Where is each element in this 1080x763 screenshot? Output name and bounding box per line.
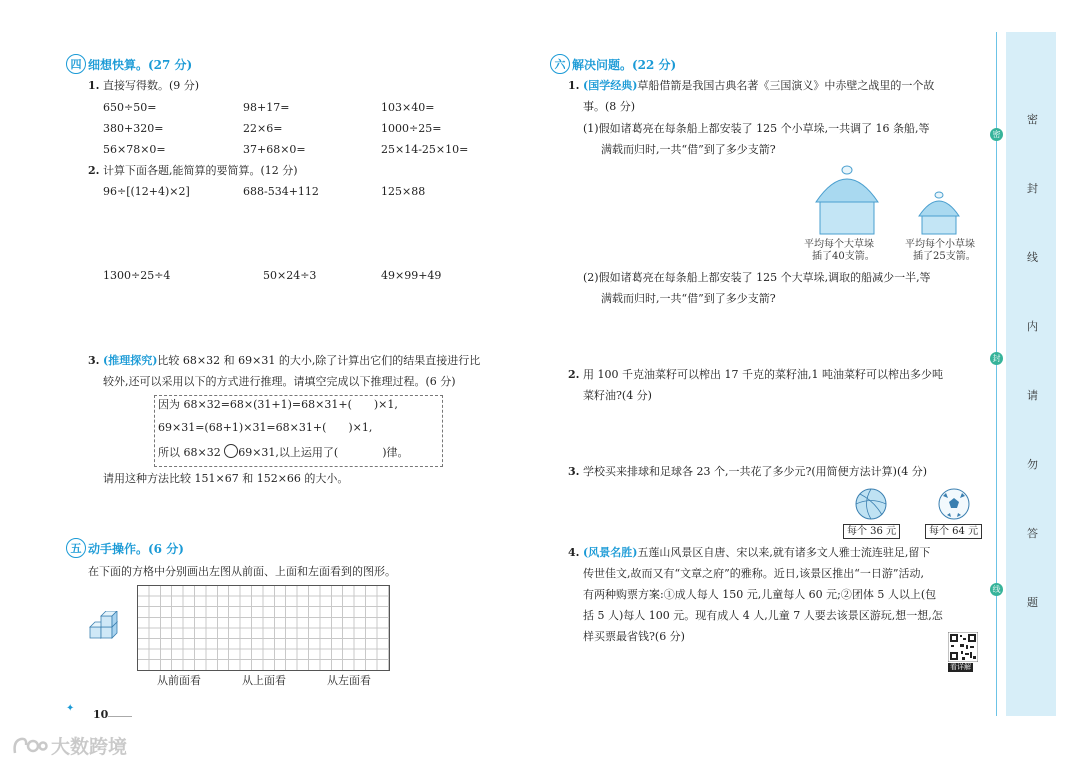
q6-1-text1: 草船借箭是我国古典名著《三国演义》中赤壁之战里的一个故	[637, 79, 935, 92]
q6-2-text1: 用 100 千克油菜籽可以榨出 17 千克的菜籽油,1 吨油菜籽可以榨出多少吨	[582, 368, 943, 381]
q6-1-number: 1.	[568, 79, 580, 92]
reasoning-line-3	[158, 444, 409, 460]
q6-4-text3: 有两种购票方案:①成人每人 150 元,儿童每人 60 元;②团体 5 人以上(包	[583, 588, 937, 601]
big-haystack-caption-1: 平均每个大草垛	[804, 239, 874, 250]
q4-1-number: 1.	[88, 79, 100, 92]
section-6-badge: 六	[550, 54, 570, 74]
small-haystack-caption-2: 插了25支箭。	[913, 251, 976, 262]
small-haystack-icon	[918, 190, 960, 236]
q6-1-tag: (国学经典)	[582, 79, 638, 92]
section-5-title	[66, 538, 184, 558]
q6-4-text4: 括 5 人)每人 100 元。现有成人 4 人,儿童 7 人要去该景区游玩,想一想,怎	[583, 609, 943, 622]
q6-4-text2: 传世佳文,故而又有“文章之府”的雅称。近日,该景区推出“一日游”活动,	[583, 567, 924, 580]
q6-4-tag: (风景名胜)	[582, 546, 638, 559]
q4-3-line1	[88, 354, 480, 368]
sidebar-dot: 密	[990, 128, 1003, 141]
section-6-title-text: 解决问题。(22 分)	[572, 57, 677, 72]
q6-3-line	[568, 465, 927, 479]
big-haystack-icon	[814, 162, 880, 236]
qr-caption: 看详解	[950, 663, 971, 671]
section-5-badge: 五	[66, 538, 86, 558]
calc-item: 22×6=	[243, 122, 283, 135]
q6-2-line1	[568, 368, 943, 382]
q4-3-number: 3.	[88, 354, 100, 367]
view-label-top: 从上面看	[242, 674, 286, 687]
calc-item: 49×99+49	[381, 269, 442, 282]
soccer-ball-price: 每个 64 元	[925, 524, 982, 539]
q4-2-text: 计算下面各题,能简算的要简算。(12 分)	[102, 164, 298, 177]
section-5-title-text: 动手操作。(6 分)	[88, 541, 184, 556]
compare-circle-blank[interactable]	[224, 444, 238, 458]
q6-4-line1	[568, 546, 930, 560]
q6-4-text1: 五莲山风景区自唐、宋以来,就有诸多文人雅士流连驻足,留下	[637, 546, 931, 559]
volleyball-icon	[854, 487, 888, 521]
sidebar-char: 线	[1027, 251, 1038, 264]
calc-item: 103×40=	[381, 101, 435, 114]
calc-item: 380+320=	[103, 122, 164, 135]
watermark-logo-icon	[12, 735, 48, 757]
q6-3-text: 学校买来排球和足球各 23 个,一共花了多少元?(用简便方法计算)(4 分)	[582, 465, 928, 478]
sidebar-dot: 封	[990, 352, 1003, 365]
volleyball-price: 每个 36 元	[843, 524, 900, 539]
calc-item: 688-534+112	[243, 185, 319, 198]
q4-2-number: 2.	[88, 164, 100, 177]
sidebar-char: 勿	[1027, 458, 1038, 471]
watermark-text: 大数跨境	[51, 736, 128, 758]
calc-item: 96÷[(12+4)×2]	[103, 185, 190, 198]
reasoning-line-3a: 所以 68×32	[158, 446, 221, 459]
calc-item: 50×24÷3	[263, 269, 317, 282]
reasoning-line-1: 因为 68×32=68×(31+1)=68×31+( )×1,	[158, 398, 398, 411]
calc-item: 98+17=	[243, 101, 290, 114]
section-4-badge: 四	[66, 54, 86, 74]
calc-item: 650÷50=	[103, 101, 157, 114]
drawing-grid[interactable]	[137, 585, 390, 671]
calc-item: 37+68×0=	[243, 143, 306, 156]
reasoning-line-3b: 69×31,以上运用了( )律。	[238, 446, 409, 459]
section-5-text: 在下面的方格中分别画出左图从前面、上面和左面看到的图形。	[88, 565, 396, 578]
q6-2-number: 2.	[568, 368, 580, 381]
section-6-title	[550, 54, 676, 74]
sidebar-char: 内	[1027, 320, 1038, 333]
sidebar-char: 请	[1027, 389, 1038, 402]
page-number: 10	[93, 708, 109, 721]
calc-item: 125×88	[381, 185, 426, 198]
q4-2-line	[88, 164, 298, 178]
calc-item: 56×78×0=	[103, 143, 166, 156]
big-haystack-caption-2: 插了40支箭。	[812, 251, 875, 262]
view-label-front: 从前面看	[157, 674, 201, 687]
q6-1-text2: 事。(8 分)	[583, 100, 636, 113]
q6-1-p1b: 满载而归时,一共“借”到了多少支箭?	[601, 143, 776, 156]
section-4-title-text: 细想快算。(27 分)	[88, 57, 193, 72]
calc-item: 1300÷25÷4	[103, 269, 171, 282]
q4-3-follow: 请用这种方法比较 151×67 和 152×66 的大小。	[103, 472, 349, 485]
binding-sidebar	[1006, 32, 1056, 716]
sidebar-dot: 线	[990, 583, 1003, 596]
sidebar-char: 题	[1027, 596, 1038, 609]
sidebar-char: 答	[1027, 527, 1038, 540]
q6-4-number: 4.	[568, 546, 580, 559]
q6-1-p2a: (2)假如诸葛亮在每条船上都安装了 125 个大草垛,调取的船减少一半,等	[583, 271, 931, 284]
sidebar-char: 密	[1027, 113, 1038, 126]
watermark	[12, 732, 127, 759]
q6-3-number: 3.	[568, 465, 580, 478]
q4-3-text2: 较外,还可以采用以下的方式进行推理。请填空完成以下推理过程。(6 分)	[103, 375, 456, 388]
soccer-ball-icon	[937, 487, 971, 521]
q6-1-p2b: 满载而归时,一共“借”到了多少支箭?	[601, 292, 776, 305]
q6-1-line1	[568, 79, 934, 93]
q4-3-text1: 比较 68×32 和 69×31 的大小,除了计算出它们的结果直接进行比	[157, 354, 481, 367]
small-haystack-caption-1: 平均每个小草垛	[905, 239, 975, 250]
page-number-rule	[108, 716, 132, 717]
calc-item: 25×14-25×10=	[381, 143, 469, 156]
star-icon: ✦	[66, 703, 75, 714]
reasoning-line-2: 69×31=(68+1)×31=68×31+( )×1,	[158, 421, 373, 434]
cube-stack-figure	[88, 611, 128, 651]
section-4-title	[66, 54, 192, 74]
sidebar-char: 封	[1027, 182, 1038, 195]
q4-1-line	[88, 79, 199, 93]
q6-4-text5: 样买票最省钱?(6 分)	[583, 630, 685, 643]
view-label-left: 从左面看	[327, 674, 371, 687]
calc-item: 1000÷25=	[381, 122, 442, 135]
small-haystack-caption	[905, 239, 976, 263]
qr-code-icon[interactable]	[948, 632, 978, 662]
q6-1-p1a: (1)假如诸葛亮在每条船上都安装了 125 个小草垛,一共调了 16 条船,等	[583, 122, 930, 135]
q6-2-text2: 菜籽油?(4 分)	[583, 389, 652, 402]
q4-3-tag: (推理探究)	[102, 354, 158, 367]
big-haystack-caption	[804, 239, 875, 263]
q4-1-text: 直接写得数。(9 分)	[102, 79, 200, 92]
